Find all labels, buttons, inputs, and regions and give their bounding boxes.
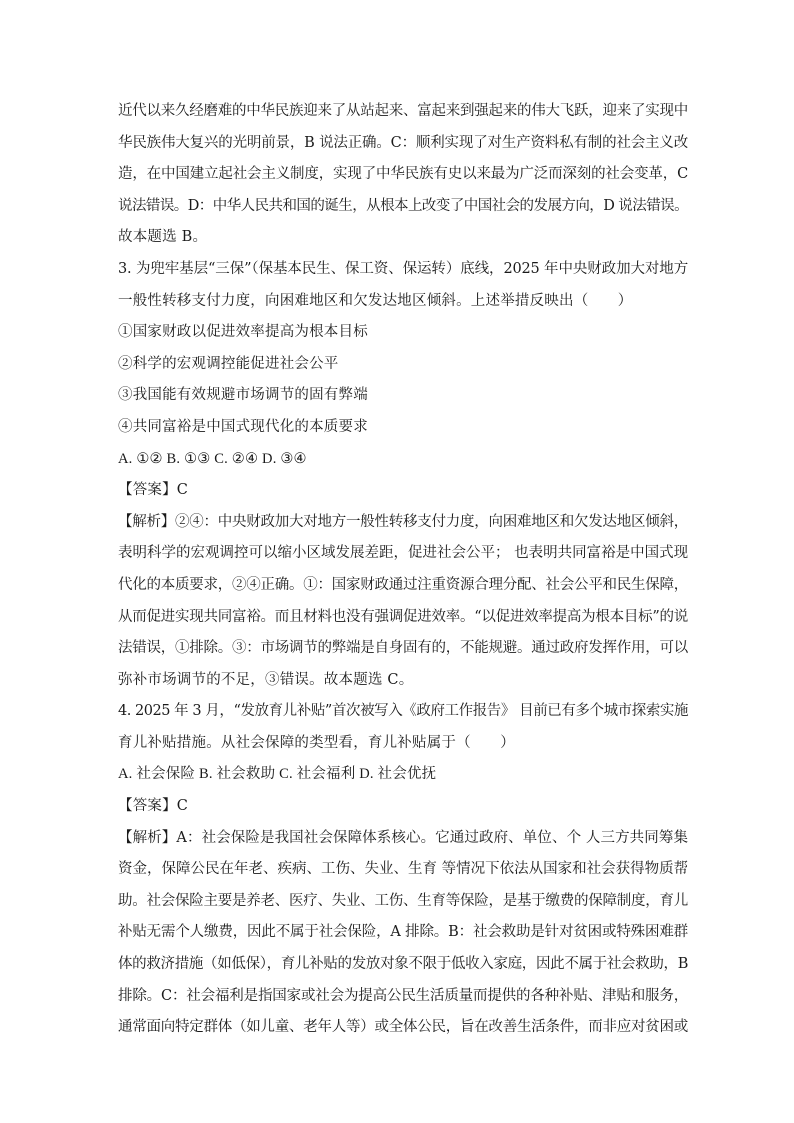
question-3-stem: 一般性转移支付力度，向困难地区和欠发达地区倾斜。上述举措反映出（ ） xyxy=(118,292,633,309)
text-line: 近代以来久经磨难的中华民族迎来了从站起来、富起来到强起来的伟大飞跃，迎来了实现中 xyxy=(118,103,688,119)
question-4-analysis: 资金，保障公民在年老、疾病、工伤、失业、生育 等情况下依法从国家和社会获得物质帮 xyxy=(118,861,689,878)
question-4-analysis: 体的救济措施（如低保），育儿补贴的发放对象不限于低收入家庭，因此不属于社会救助，B xyxy=(118,956,688,973)
question-3-stem: 3. 为兜牢基层“三保”（保基本民生、保工资、保运转）底线，2025 年中央财政加大对地方 xyxy=(118,260,688,277)
question-4-stem: 育儿补贴措施。从社会保障的类型看，育儿补贴属于（ ） xyxy=(118,734,515,751)
document-body xyxy=(118,96,688,1044)
question-3-answer: 【答案】C xyxy=(118,482,189,499)
question-4-analysis: 【解析】A：社会保险是我国社会保障体系核心。它通过政府、单位、个 人三方共同筹集 xyxy=(118,829,689,846)
text-line: 造，在中国建立起社会主义制度，实现了中华民族有史以来最为广泛而深刻的社会变革，C xyxy=(118,166,688,183)
question-4-analysis: 排除。C：社会福利是指国家或社会为提高公民生活质量而提供的各种补贴、津贴和服务， xyxy=(118,987,688,1004)
text-line: 故本题选 B。 xyxy=(118,229,208,246)
question-3-analysis: 代化的本质要求，②④正确。①：国家财政通过注重资源合理分配、社会公平和民生保障， xyxy=(118,576,688,593)
question-3-statement-2: ②科学的宏观调控能促进社会公平 xyxy=(118,355,339,372)
question-4-options: A. 社会保险 B. 社会救助 C. 社会福利 D. 社会优抚 xyxy=(118,766,437,783)
question-3-analysis: 【解析】②④：中央财政加大对地方一般性转移支付力度，向困难地区和欠发达地区倾斜， xyxy=(118,513,688,530)
question-3-options: A. ①② B. ①③ C. ②④ D. ③④ xyxy=(118,450,307,467)
text-line: 华民族伟大复兴的光明前景，B 说法正确。C：顺利实现了对生产资料私有制的社会主义改 xyxy=(118,134,688,151)
question-3-statement-4: ④共同富裕是中国式现代化的本质要求 xyxy=(118,418,368,435)
question-3-statement-1: ①国家财政以促进效率提高为根本目标 xyxy=(118,324,368,341)
question-4-stem: 4. 2025 年 3 月，“发放育儿补贴”首次被写入《政府工作报告》 目前已有多个城市探索实施 xyxy=(118,703,688,720)
question-3-analysis: 法错误，①排除。③：市场调节的弊端是自身固有的，不能规避。通过政府发挥作用，可以 xyxy=(118,640,688,657)
question-4-analysis: 助。社会保险主要是养老、医疗、失业、工伤、生育等保险，是基于缴费的保障制度，育儿 xyxy=(118,892,688,909)
question-4-analysis: 通常面向特定群体（如儿童、老年人等）或全体公民，旨在改善生活条件，而非应对贫困或 xyxy=(118,1019,688,1036)
question-3-statement-3: ③我国能有效规避市场调节的固有弊端 xyxy=(118,387,368,404)
question-3-analysis: 弥补市场调节的不足，③错误。故本题选 C。 xyxy=(118,671,414,688)
question-4-analysis: 补贴无需个人缴费，因此不属于社会保险，A 排除。B：社会救助是针对贫困或特殊困难群 xyxy=(118,924,688,941)
question-4-answer: 【答案】C xyxy=(118,798,189,815)
question-3-analysis: 从而促进实现共同富裕。而且材料也没有强调促进效率。“以促进效率提高为根本目标”的说 xyxy=(118,608,688,625)
question-3-analysis: 表明科学的宏观调控可以缩小区域发展差距，促进社会公平； 也表明共同富裕是中国式现 xyxy=(118,545,689,562)
text-line: 说法错误。D：中华人民共和国的诞生，从根本上改变了中国社会的发展方向，D 说法错误。 xyxy=(118,197,688,214)
